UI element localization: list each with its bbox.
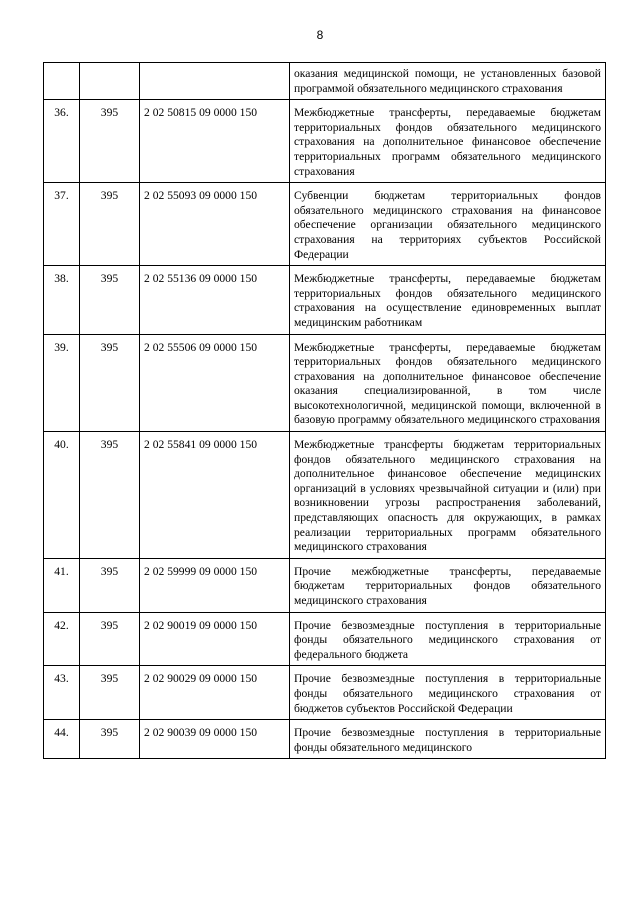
revenue-name: оказания медицинской помощи, не установленных базовой программой обязательного медицинского страхования [290, 63, 606, 100]
administrator-code: 395 [80, 100, 140, 183]
table-row [44, 720, 606, 759]
table-row [44, 666, 606, 720]
row-number: 37. [44, 183, 80, 266]
administrator-code: 395 [80, 266, 140, 334]
revenue-name: Прочие безвозмездные поступления в территориальные фонды обязательного медицинского [290, 720, 606, 759]
table-row [44, 334, 606, 432]
budget-classification-code: 2 02 90029 09 0000 150 [140, 666, 290, 720]
budget-classification-code: 2 02 55841 09 0000 150 [140, 432, 290, 559]
administrator-code: 395 [80, 720, 140, 759]
revenue-name: Межбюджетные трансферты бюджетам территориальных фондов обязательного медицинского страхования на дополнительное финансовое обеспечение медицинских организаций в условиях чрезвычайной ситуации и (или) при возникновении угрозы распространения заболеваний, представляющих опасность для окружающих, в рамках реализации территориальных программ обязательного медицинского страхования [290, 432, 606, 559]
administrator-code: 395 [80, 334, 140, 432]
administrator-code: 395 [80, 558, 140, 612]
row-number: 39. [44, 334, 80, 432]
budget-classification-code: 2 02 55136 09 0000 150 [140, 266, 290, 334]
budget-classification-code [140, 63, 290, 100]
budget-classification-code: 2 02 55093 09 0000 150 [140, 183, 290, 266]
revenue-name: Межбюджетные трансферты, передаваемые бюджетам территориальных фондов обязательного медицинского страхования на дополнительное финансовое обеспечение оказания специализированной, в том числе высокотехнологичной, медицинской помощи, включенной в базовую программу обязательного медицинского страхования [290, 334, 606, 432]
table-row [44, 432, 606, 559]
budget-classification-code: 2 02 90019 09 0000 150 [140, 612, 290, 666]
row-number: 38. [44, 266, 80, 334]
budget-classification-code: 2 02 50815 09 0000 150 [140, 100, 290, 183]
row-number: 44. [44, 720, 80, 759]
table-row [44, 612, 606, 666]
table-row [44, 266, 606, 334]
budget-classification-code: 2 02 55506 09 0000 150 [140, 334, 290, 432]
revenue-name: Межбюджетные трансферты, передаваемые бюджетам территориальных фондов обязательного медицинского страхования на дополнительное финансовое обеспечение территориальных программ обязательного медицинского страхования [290, 100, 606, 183]
page-number: 8 [316, 28, 324, 42]
row-number: 43. [44, 666, 80, 720]
row-number: 36. [44, 100, 80, 183]
table-row [44, 183, 606, 266]
row-number: 41. [44, 558, 80, 612]
table-row [44, 558, 606, 612]
administrator-code: 395 [80, 432, 140, 559]
revenue-name: Прочие безвозмездные поступления в территориальные фонды обязательного медицинского страхования от бюджетов субъектов Российской Федерации [290, 666, 606, 720]
revenue-name: Прочие межбюджетные трансферты, передаваемые бюджетам территориальных фондов обязательного медицинского страхования [290, 558, 606, 612]
row-number: 40. [44, 432, 80, 559]
administrator-code: 395 [80, 612, 140, 666]
table-row [44, 100, 606, 183]
revenue-name: Межбюджетные трансферты, передаваемые бюджетам территориальных фондов обязательного медицинского страхования на осуществление единовременных выплат медицинским работникам [290, 266, 606, 334]
table-row [44, 63, 606, 100]
revenue-codes-table [43, 62, 606, 759]
administrator-code [80, 63, 140, 100]
row-number: 42. [44, 612, 80, 666]
budget-classification-code: 2 02 90039 09 0000 150 [140, 720, 290, 759]
revenue-name: Субвенции бюджетам территориальных фондов обязательного медицинского страхования на финансовое обеспечение организации обязательного медицинского страхования на территориях субъектов Российской Федерации [290, 183, 606, 266]
administrator-code: 395 [80, 666, 140, 720]
budget-classification-code: 2 02 59999 09 0000 150 [140, 558, 290, 612]
administrator-code: 395 [80, 183, 140, 266]
revenue-name: Прочие безвозмездные поступления в территориальные фонды обязательного медицинского страхования от федерального бюджета [290, 612, 606, 666]
row-number [44, 63, 80, 100]
